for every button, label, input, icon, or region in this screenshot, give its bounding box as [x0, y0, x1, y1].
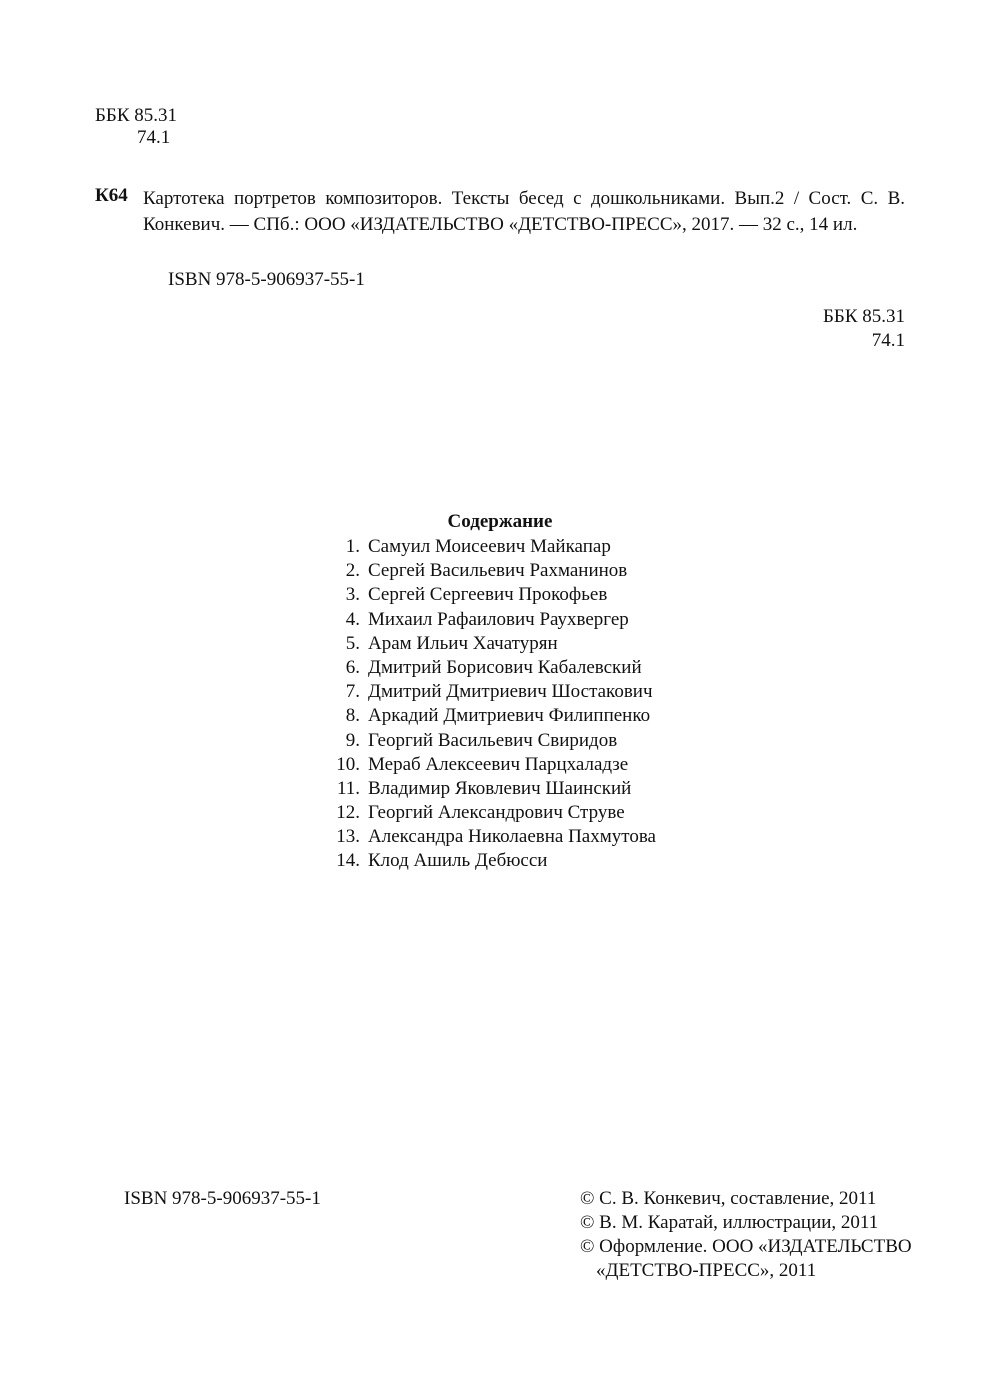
list-item-number: 3. [345, 584, 360, 606]
list-item-composer-name: Аркадий Дмитриевич Филиппенко [368, 705, 651, 727]
list-item-number: 12. [336, 802, 360, 824]
list-item-number: 2. [345, 560, 360, 582]
list-item-number: 5. [345, 632, 360, 654]
list-item-number: 10. [336, 753, 360, 775]
list-item-composer-name: Самуил Моисеевич Майкапар [368, 536, 611, 557]
contents-title: Содержание [447, 511, 553, 532]
bbk-code-right [823, 305, 905, 353]
author-mark: К64 [95, 185, 128, 206]
bbk-code-top: ББК 85.31 [95, 105, 177, 126]
contents-list [324, 535, 656, 874]
list-item [324, 704, 656, 728]
list-item [324, 535, 656, 559]
list-item-composer-name: Сергей Васильевич Рахманинов [368, 560, 628, 582]
list-item-composer-name: Владимир Яковлевич Шаинский [368, 777, 632, 799]
list-item [324, 559, 656, 583]
list-item [324, 753, 656, 777]
list-item-number: 14. [336, 850, 360, 872]
list-item-composer-name: Георгий Васильевич Свиридов [368, 729, 618, 751]
copyright-line: © Оформление. ООО «ИЗДАТЕЛЬСТВО [580, 1236, 912, 1257]
copyright-line: © С. В. Конкевич, составление, 2011 [580, 1188, 877, 1209]
list-item [324, 608, 656, 632]
card-isbn: ISBN 978-5-906937-55-1 [168, 269, 365, 290]
list-item-composer-name: Александра Николаевна Пахмутова [368, 826, 656, 848]
list-item [324, 656, 656, 680]
list-item-number: 1. [345, 536, 360, 557]
list-item-number: 6. [345, 656, 360, 678]
list-item [324, 632, 656, 656]
copyright-block [580, 1187, 912, 1283]
list-item-composer-name: Дмитрий Дмитриевич Шостакович [368, 681, 653, 703]
bbk-code-right-line1: ББК 85.31 [823, 306, 905, 327]
list-item [324, 777, 656, 801]
list-item-number: 8. [345, 705, 360, 727]
list-item-number: 4. [345, 608, 360, 630]
list-item-composer-name: Клод Ашиль Дебюсси [368, 850, 548, 872]
list-item [324, 680, 656, 704]
list-item [324, 801, 656, 825]
list-item-number: 13. [336, 826, 360, 848]
bbk-code-right-line2: 74.1 [871, 330, 905, 351]
list-item-number: 9. [345, 729, 360, 751]
list-item-composer-name: Дмитрий Борисович Кабалевский [368, 656, 642, 678]
footer-isbn: ISBN 978-5-906937-55-1 [124, 1188, 321, 1209]
list-item-number: 11. [336, 777, 360, 799]
list-item-number: 7. [345, 681, 360, 703]
list-item-composer-name: Георгий Александрович Струве [368, 802, 625, 824]
list-item-composer-name: Михаил Рафаилович Раухвергер [368, 608, 629, 630]
list-item [324, 583, 656, 607]
list-item-composer-name: Мераб Алексеевич Парцхаладзе [368, 753, 629, 775]
list-item [324, 729, 656, 753]
copyright-line: «ДЕТСТВО-ПРЕСС», 2011 [596, 1260, 817, 1281]
bibliographic-description: Картотека портретов композиторов. Тексты бесед с дошкольниками. Вып.2 / Сост. С. В. Конкевич. — СПб.: ООО «ИЗДАТЕЛЬСТВО «ДЕТСТВО-ПРЕСС», 2017. — 32 с., 14 ил. [143, 188, 905, 235]
list-item [324, 825, 656, 849]
copyright-line: © В. М. Каратай, иллюстрации, 2011 [580, 1212, 879, 1233]
list-item-composer-name: Сергей Сергеевич Прокофьев [368, 584, 608, 606]
bbk-code-top-secondary: 74.1 [137, 127, 171, 148]
list-item-composer-name: Арам Ильич Хачатурян [368, 632, 558, 654]
list-item [324, 849, 656, 873]
